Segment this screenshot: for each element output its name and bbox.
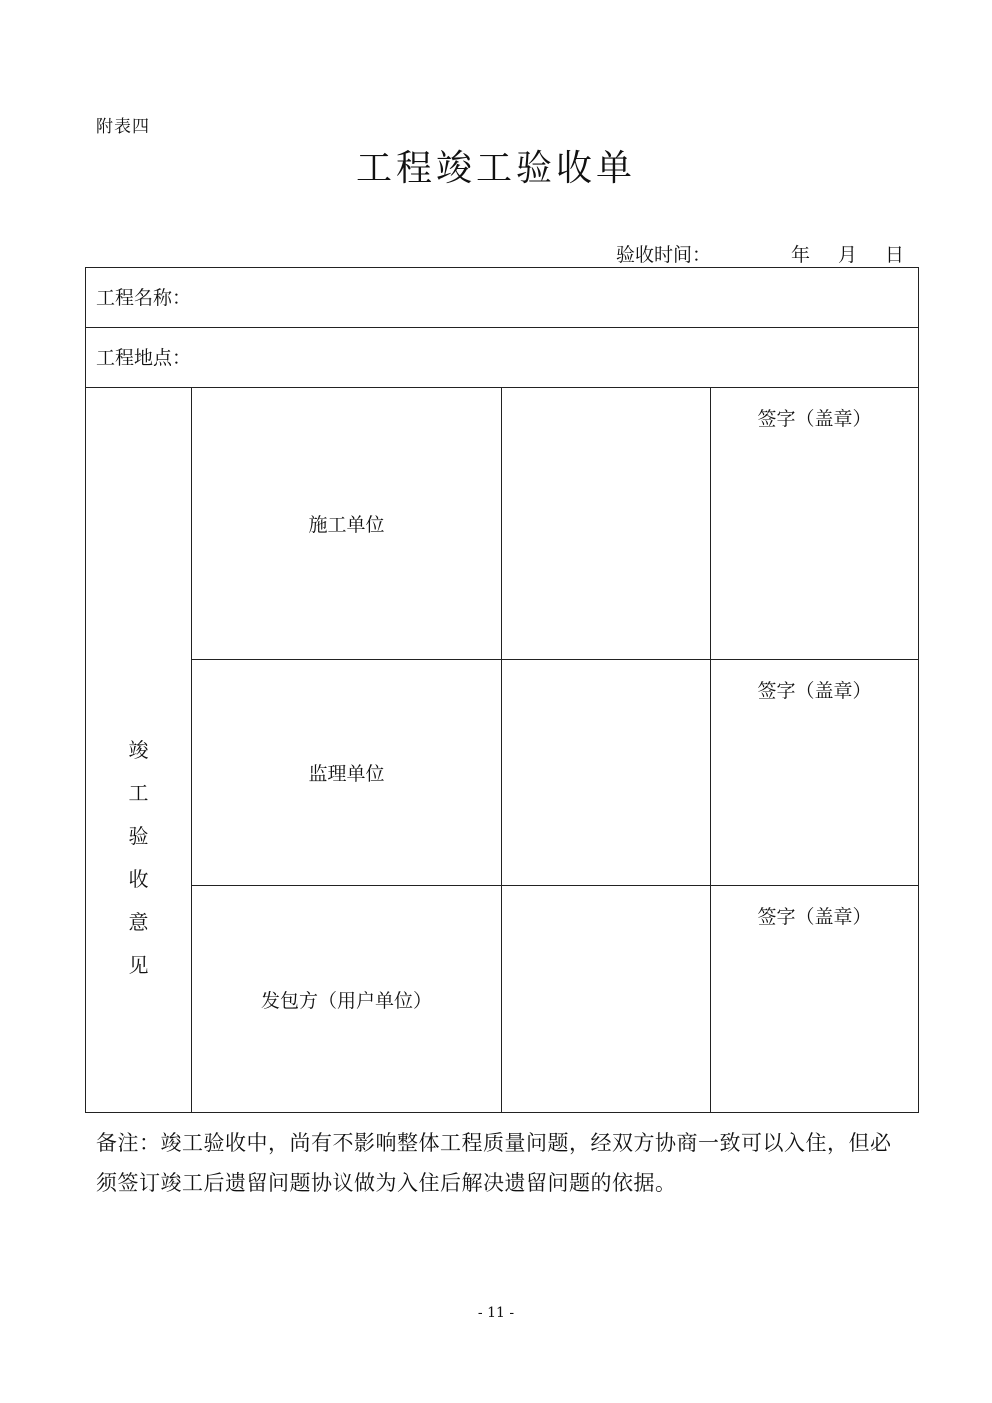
party-name-contractor: 施工单位 xyxy=(192,388,502,659)
opinion-char: 收 xyxy=(128,867,149,891)
opinion-char: 工 xyxy=(128,781,149,805)
party-opinion-supervisor[interactable] xyxy=(502,660,711,885)
project-location-field[interactable] xyxy=(191,328,918,387)
party-sign-cell-contractor[interactable] xyxy=(711,388,918,659)
party-sign-cell-supervisor[interactable] xyxy=(711,660,918,885)
sign-seal-label: 签字（盖章） xyxy=(757,906,872,928)
party-opinion-contractor[interactable] xyxy=(502,388,711,659)
opinion-char: 竣 xyxy=(128,738,149,762)
opinion-char: 意 xyxy=(128,910,149,934)
acceptance-date-line xyxy=(616,240,904,267)
party-row-client xyxy=(192,886,918,1112)
opinion-char: 见 xyxy=(128,953,149,977)
acceptance-opinion-header xyxy=(86,388,192,1112)
page-title: 工程竣工验收单 xyxy=(355,148,636,189)
acceptance-form-table xyxy=(85,267,919,1113)
appendix-label: 附表四 xyxy=(96,117,150,137)
party-sign-cell-client[interactable] xyxy=(711,886,918,1112)
project-name-field[interactable] xyxy=(191,268,918,327)
party-name-supervisor: 监理单位 xyxy=(192,660,502,885)
acceptance-date-label: 验收时间： xyxy=(615,244,711,266)
month-label: 月 xyxy=(837,244,857,266)
acceptance-opinion-vertical-text xyxy=(129,729,149,987)
sign-seal-label: 签字（盖章） xyxy=(757,408,872,430)
day-label: 日 xyxy=(884,244,904,266)
party-name-client: 发包方（用户单位） xyxy=(192,886,502,1112)
page-number: - 11 - xyxy=(477,1305,515,1321)
party-row-supervisor xyxy=(192,660,918,886)
party-row-contractor xyxy=(192,388,918,660)
year-label: 年 xyxy=(790,244,810,266)
opinion-char: 验 xyxy=(128,824,149,848)
project-name-label: 工程名称： xyxy=(96,287,192,309)
party-opinion-client[interactable] xyxy=(502,886,711,1112)
project-location-label: 工程地点： xyxy=(96,347,192,369)
remark-note: 备注：竣工验收中，尚有不影响整体工程质量问题，经双方协商一致可以入住，但必须签订竣工后遗留问题协议做为入住后解决遗留问题的依据。 xyxy=(96,1131,892,1195)
sign-seal-label: 签字（盖章） xyxy=(757,680,872,702)
project-location-row xyxy=(86,328,918,388)
project-name-row xyxy=(86,268,918,328)
